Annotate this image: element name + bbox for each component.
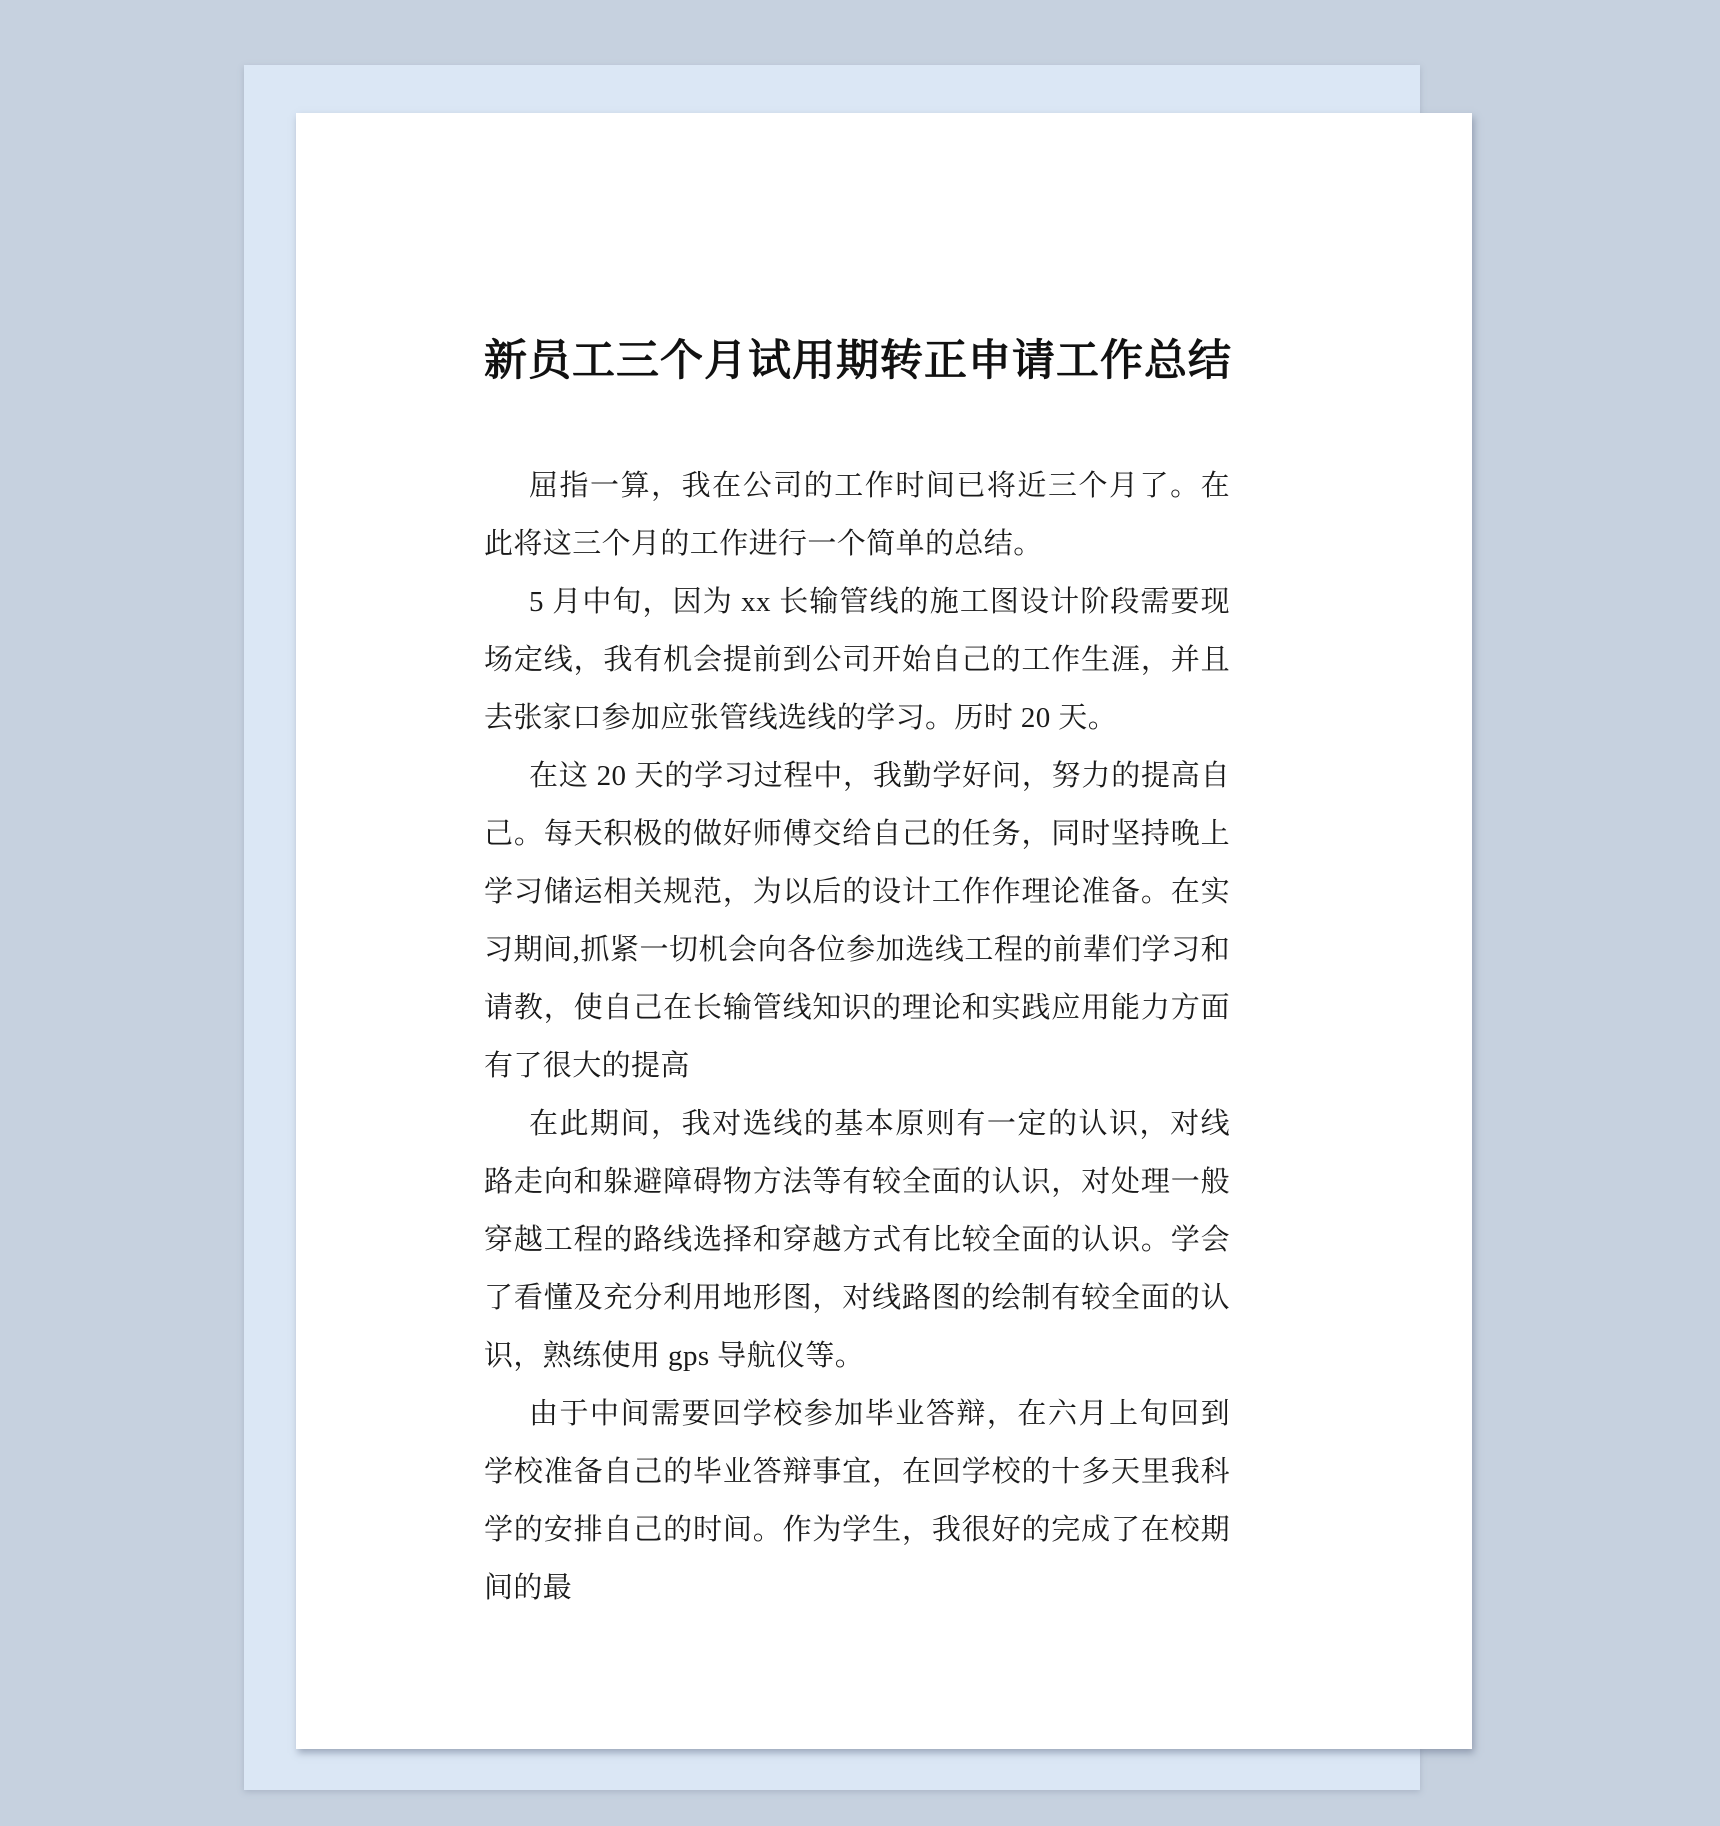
paragraph: 由于中间需要回学校参加毕业答辩，在六月上旬回到学校准备自己的毕业答辩事宜，在回学校的十多天里我科学的安排自己的时间。作为学生，我很好的完成了在校期间的最 xyxy=(484,1398,1230,1604)
paragraph: 屈指一算，我在公司的工作时间已将近三个月了。在此将这三个月的工作进行一个简单的总结。 xyxy=(484,470,1230,560)
paragraph: 在这 20 天的学习过程中，我勤学好问，努力的提高自己。每天积极的做好师傅交给自己的任务，同时坚持晚上学习储运相关规范，为以后的设计工作作理论准备。在实习期间,抓紧一切机会向各位参加选线工程的前辈们学习和请教，使自己在长输管线知识的理论和实践应用能力方面有了很大的提高 xyxy=(484,760,1230,1082)
document-body xyxy=(484,457,1230,1617)
paragraph: 5 月中旬，因为 xx 长输管线的施工图设计阶段需要现场定线，我有机会提前到公司开始自己的工作生涯，并且去张家口参加应张管线选线的学习。历时 20 天。 xyxy=(484,586,1230,734)
document-title: 新员工三个月试用期转正申请工作总结 xyxy=(484,337,1232,385)
paragraph: 在此期间，我对选线的基本原则有一定的认识，对线路走向和躲避障碍物方法等有较全面的认识，对处理一般穿越工程的路线选择和穿越方式有比较全面的认识。学会了看懂及充分利用地形图，对线路图的绘制有较全面的认识，熟练使用 gps 导航仪等。 xyxy=(484,1108,1230,1372)
document-page xyxy=(296,113,1472,1749)
